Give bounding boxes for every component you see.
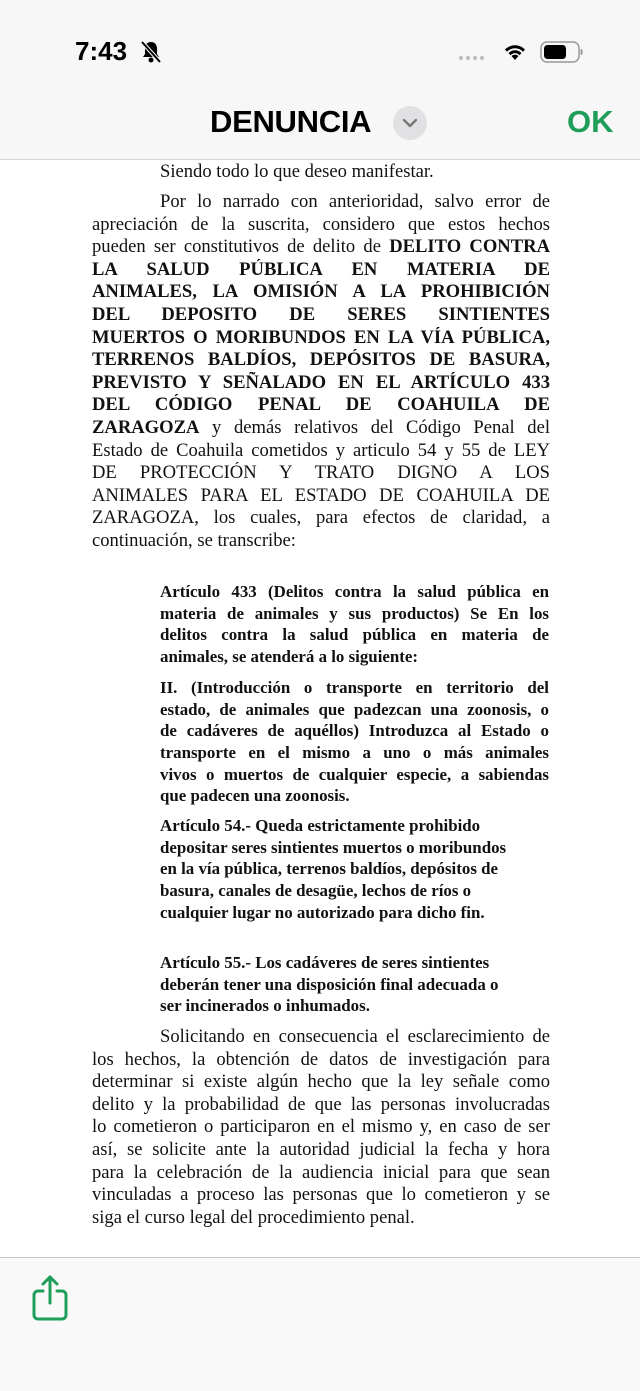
paragraph-legal-basis (92, 191, 550, 553)
text: de cadáveres de aquéllos) Introduzca al Estado o (160, 721, 549, 741)
text-line (92, 1207, 550, 1230)
bell-slash-icon (140, 40, 162, 64)
text-line (160, 581, 549, 603)
text-line (160, 646, 549, 668)
text: II. (Introducción o transporte en territorio del (160, 678, 549, 697)
text-line (160, 677, 549, 699)
share-icon[interactable] (30, 1273, 70, 1323)
text-line (92, 462, 550, 485)
text-line (160, 837, 549, 859)
text: DE PROTECCIÓN Y TRATO DIGNO A LOS (92, 462, 550, 484)
bold-text: ANIMALES, LA OMISIÓN A LA PROHIBICIÓN (92, 281, 550, 303)
quote-fraction-ii (160, 677, 549, 807)
text: pueden ser constitutivos de delito de (92, 236, 390, 258)
text: Artículo 433 (Delitos contra la salud pública en (160, 582, 549, 601)
text-line (92, 1026, 550, 1049)
ok-button[interactable]: OK (567, 104, 614, 139)
text: así, se solicite ante la autoridad judicial la fecha y hora (92, 1138, 550, 1160)
text-line (160, 974, 549, 996)
quote-article-433 (160, 581, 549, 668)
text: siga el curso legal del procedimiento penal. (92, 1206, 415, 1228)
text-line (160, 720, 549, 742)
text-line (92, 485, 550, 508)
chevron-down-icon (402, 118, 418, 128)
text-line (92, 1049, 550, 1072)
title-menu-button[interactable] (393, 106, 427, 140)
text-line (160, 952, 549, 974)
text: y demás relativos del Código Penal del (199, 416, 550, 438)
text-line (92, 191, 550, 214)
text: los hechos, la obtención de datos de investigación para (92, 1048, 550, 1070)
text: deberán tener una disposición final adecuada o (160, 974, 499, 994)
text: cualquier lugar no autorizado para dicho fin. (160, 902, 485, 922)
text-line (92, 1116, 550, 1139)
text: Siendo todo lo que deseo manifestar. (160, 161, 434, 182)
text: que padecen una zoonosis. (160, 786, 350, 806)
text: ZARAGOZA, los cuales, para efectos de claridad, a (92, 507, 550, 529)
document-title: DENUNCIA (210, 104, 372, 139)
text-line (92, 507, 550, 530)
text-line (160, 880, 549, 902)
text-line (92, 281, 550, 304)
text-line (92, 161, 550, 184)
text: delito y la probabilidad de que las personas involucradas (92, 1093, 550, 1115)
top-bar (0, 0, 640, 160)
text-line (92, 327, 550, 350)
text: Solicitando en consecuencia el esclarecimiento de (160, 1026, 550, 1047)
text-line (160, 764, 549, 786)
text-line (92, 1139, 550, 1162)
text-line (160, 603, 549, 625)
text: para la celebración de la audiencia inicial para que sean (92, 1161, 550, 1183)
signal-dots-icon (459, 56, 484, 60)
text: basura, canales de desagüe, lechos de ríos o (160, 881, 472, 901)
bold-text: DELITO CONTRA (389, 236, 550, 258)
text: Por lo narrado con anterioridad, salvo error de (160, 191, 550, 212)
text-line (92, 440, 550, 463)
text-line (92, 1162, 550, 1185)
text: apreciación de la suscrita, considero que estos hechos (92, 213, 550, 235)
text: delitos contra la salud pública en materia de (160, 625, 549, 645)
text-line (160, 815, 549, 837)
quote-article-54 (160, 815, 549, 923)
text: estado, de animales que padezcan una zoonosis, o (160, 699, 549, 719)
text-line (92, 236, 550, 259)
text-line (92, 372, 550, 395)
bold-text: MUERTOS O MORIBUNDOS EN LA VÍA PÚBLICA, (92, 326, 550, 348)
text-line (92, 214, 550, 237)
text: Artículo 55.- Los cadáveres de seres sintientes (160, 953, 490, 972)
text: Estado de Coahuila cometidos y articulo 54 y 55 de LEY (92, 439, 550, 461)
bold-text: DEL DEPOSITO DE SERES SINTIENTES (92, 303, 550, 325)
text-line (160, 858, 549, 880)
text-line (160, 995, 549, 1017)
text: continuación, se transcribe: (92, 529, 296, 551)
wifi-icon (503, 42, 527, 60)
text-line (160, 699, 549, 721)
text: vinculadas a proceso las personas que lo cometieron y se (92, 1184, 550, 1206)
bold-text: ZARAGOZA (92, 416, 200, 438)
bold-text: DEL CÓDIGO PENAL DE COAHUILA DE (92, 394, 550, 416)
text-line (160, 624, 549, 646)
text: animales, se atenderá a lo siguiente: (160, 647, 419, 667)
text: vivos o muertos de cualquier especie, a sabiendas (160, 764, 549, 784)
paragraph-closing (92, 161, 550, 184)
paragraph-request (92, 1026, 550, 1229)
text-line (160, 742, 549, 764)
text: determinar si existe algún hecho que la ley señale como (92, 1071, 550, 1093)
text-line (92, 394, 550, 417)
text: depositar seres sintientes muertos o moribundos (160, 837, 507, 857)
text-line (160, 902, 549, 924)
text-line (92, 349, 550, 372)
text: transporte en el mismo a uno o más animales (160, 743, 549, 763)
quote-article-55 (160, 952, 549, 1017)
text: Artículo 54.- Queda estrictamente prohibido (160, 816, 481, 835)
text-line (92, 259, 550, 282)
text-line (92, 417, 550, 440)
bold-text: TERRENOS BALDÍOS, DEPÓSITOS DE BASURA, (92, 349, 550, 371)
text-line (92, 1071, 550, 1094)
text-line (160, 785, 549, 807)
battery-icon (540, 41, 584, 63)
text: ANIMALES PARA EL ESTADO DE COAHUILA DE (92, 484, 550, 506)
text-line (92, 1184, 550, 1207)
bold-text: LA SALUD PÚBLICA EN MATERIA DE (92, 258, 550, 280)
text-line (92, 1094, 550, 1117)
text-line (92, 304, 550, 327)
bottom-toolbar (0, 1257, 640, 1391)
text: ser incinerados o inhumados. (160, 996, 370, 1016)
text: en la vía pública, terrenos baldíos, depósitos de (160, 859, 499, 879)
status-time: 7:43 (75, 36, 128, 66)
text: materia de animales y sus productos) Se En los (160, 603, 549, 623)
text: lo cometieron o participaron en el mismo y, en caso de ser (92, 1116, 550, 1138)
text-line (92, 530, 550, 553)
bold-text: PREVISTO Y SEÑALADO EN EL ARTÍCULO 433 (92, 371, 550, 393)
